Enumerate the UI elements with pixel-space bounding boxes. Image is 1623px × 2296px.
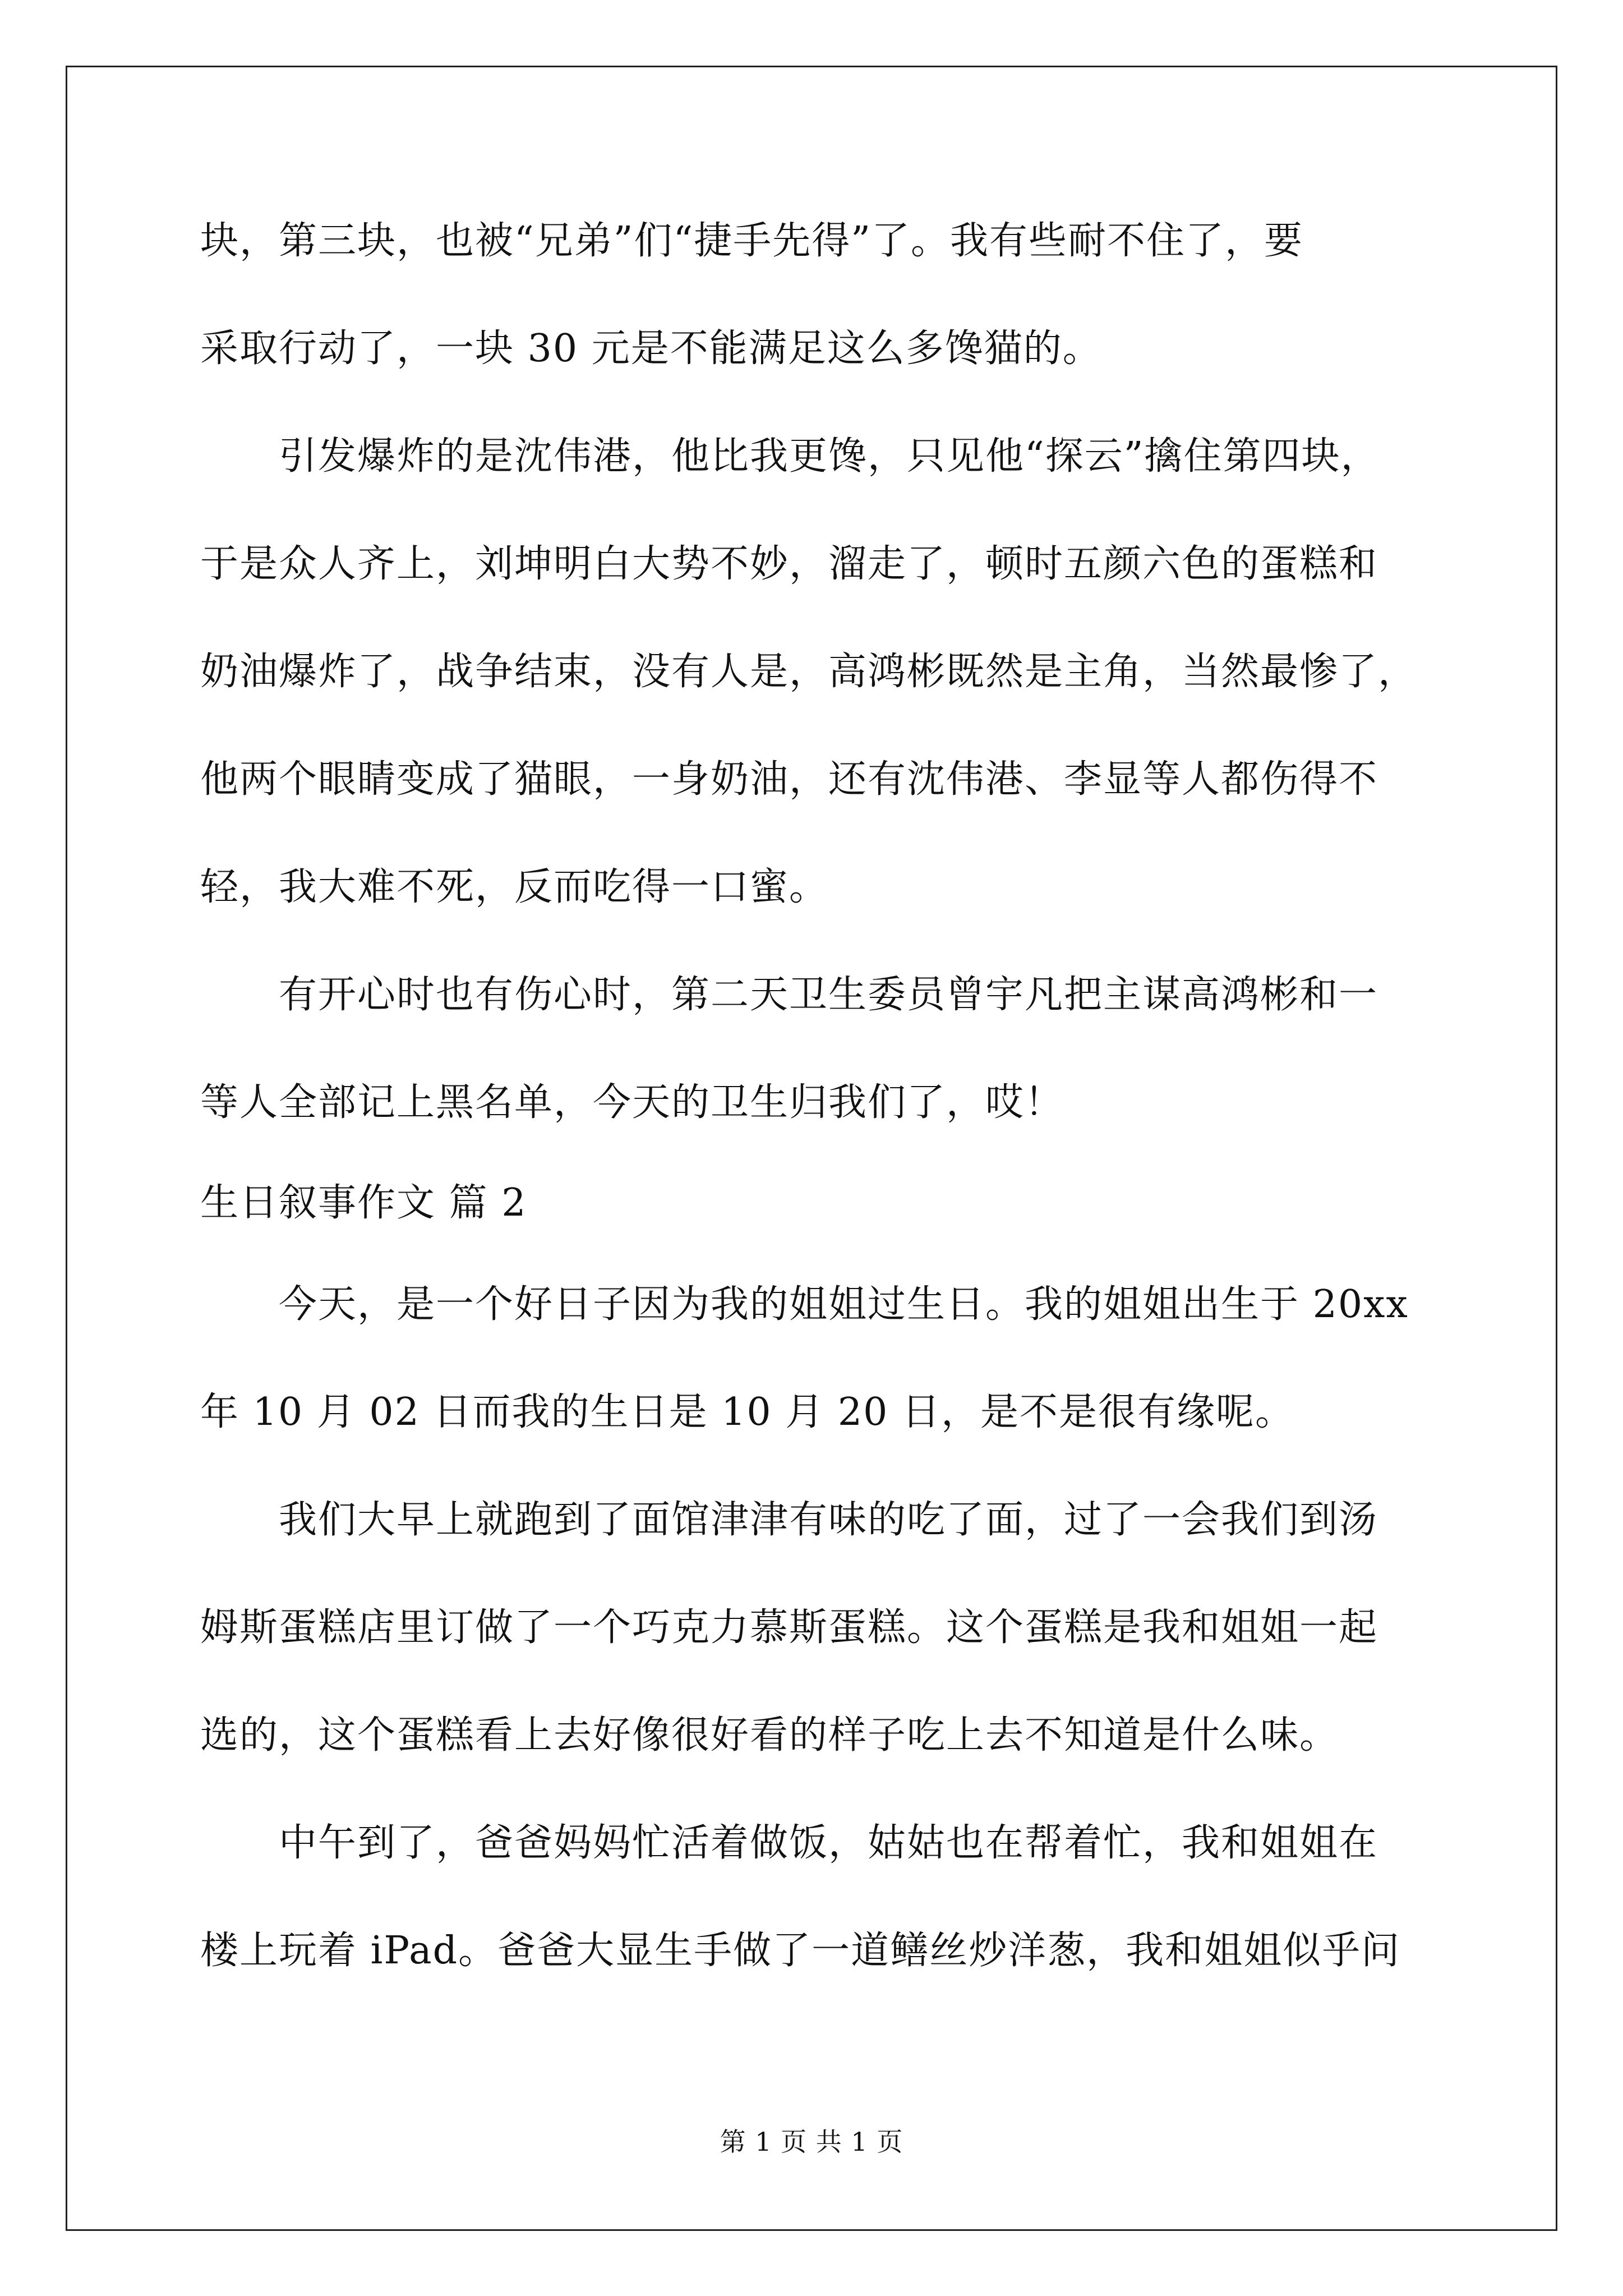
text-line: 楼上玩着 iPad。爸爸大显生手做了一道鳝丝炒洋葱，我和姐姐似乎问	[200, 1929, 1401, 1973]
text-line: 轻，我大难不死，反而吃得一口蜜。	[200, 865, 829, 909]
text-line: 于是众人齐上，刘坤明白大势不妙，溜走了，顿时五颜六色的蛋糕和	[200, 542, 1378, 586]
text-line: 姆斯蛋糕店里订做了一个巧克力慕斯蛋糕。这个蛋糕是我和姐姐一起	[200, 1605, 1378, 1650]
text-line: 选的，这个蛋糕看上去好像很好看的样子吃上去不知道是什么味。	[200, 1713, 1339, 1757]
text-line: 奶油爆炸了，战争结束，没有人是，高鸿彬既然是主角，当然最惨了，	[200, 650, 1418, 694]
page-footer: 第 1 页 共 1 页	[720, 2127, 903, 2157]
page-border	[66, 66, 1557, 2231]
text-line: 他两个眼睛变成了猫眼，一身奶油，还有沈伟港、李显等人都伤得不	[200, 757, 1378, 802]
text-line: 引发爆炸的是沈伟港，他比我更馋，只见他“探云”擒住第四块，	[279, 434, 1380, 478]
text-line: 有开心时也有伤心时，第二天卫生委员曾宇凡把主谋高鸿彬和一	[279, 973, 1378, 1017]
text-line: 等人全部记上黑名单，今天的卫生归我们了，哎！	[200, 1080, 1064, 1125]
text-line: 中午到了，爸爸妈妈忙活着做饭，姑姑也在帮着忙，我和姐姐在	[279, 1821, 1378, 1865]
text-line: 采取行动了，一块 30 元是不能满足这么多馋猫的。	[200, 326, 1102, 371]
section-heading: 生日叙事作文 篇 2	[200, 1181, 527, 1225]
text-line: 我们大早上就跑到了面馆津津有味的吃了面，过了一会我们到汤	[279, 1498, 1378, 1542]
text-line: 今天，是一个好日子因为我的姐姐过生日。我的姐姐出生于 20xx	[279, 1282, 1409, 1327]
text-line: 块，第三块，也被“兄弟”们“捷手先得”了。我有些耐不住了，要	[200, 219, 1304, 263]
text-line: 年 10 月 02 日而我的生日是 10 月 20 日，是不是很有缘呢。	[200, 1390, 1295, 1434]
